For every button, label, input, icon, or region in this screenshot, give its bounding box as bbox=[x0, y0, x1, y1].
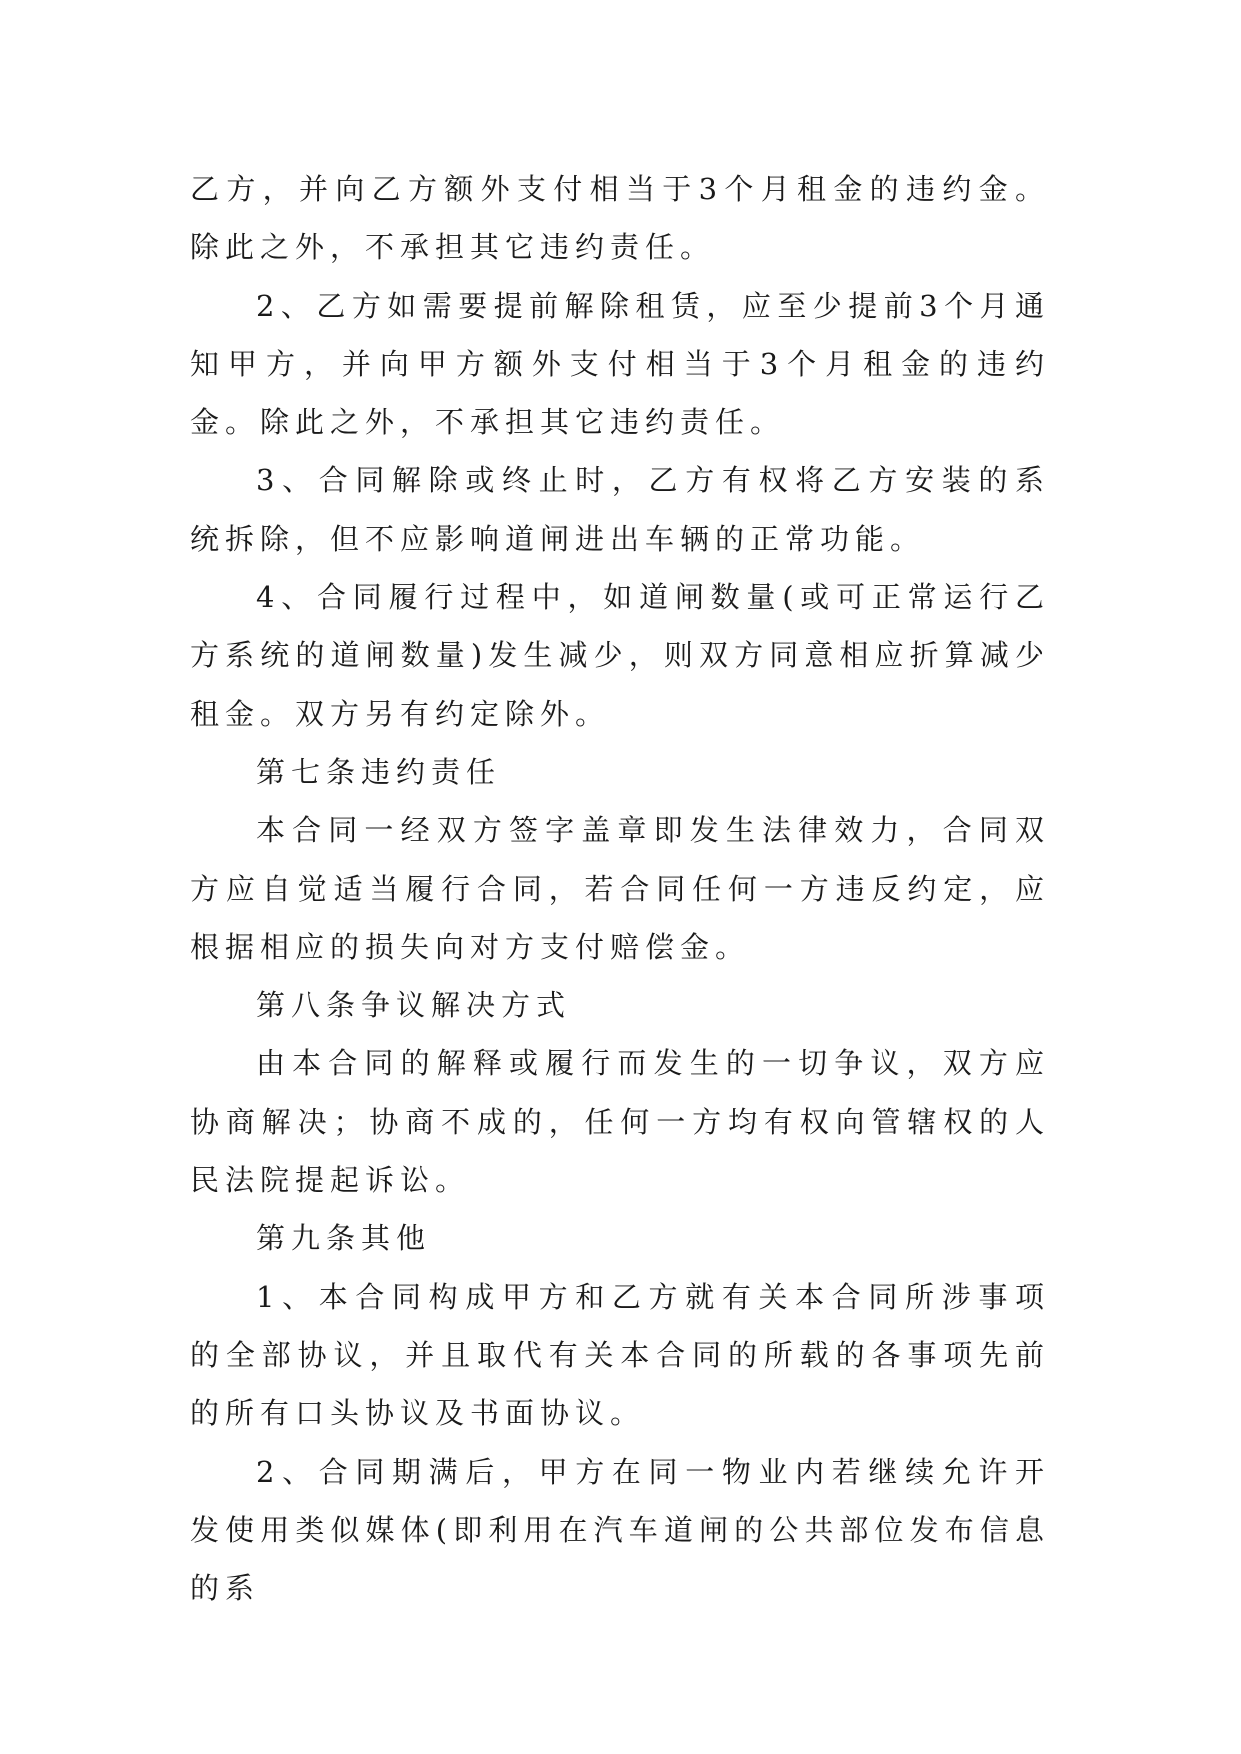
paragraph-clause-2-early-termination: 2、乙方如需要提前解除租赁，应至少提前3个月通知甲方，并向甲方额外支付相当于3个月租金的违约金。除此之外，不承担其它违约责任。 bbox=[190, 288, 1050, 440]
section-heading-article-7: 第七条违约责任 bbox=[256, 754, 502, 789]
section-heading-article-8: 第八条争议解决方式 bbox=[256, 988, 572, 1023]
paragraph-article-8-body: 由本合同的解释或履行而发生的一切争议，双方应协商解决；协商不成的，任何一方均有权向管辖权的人民法院提起诉讼。 bbox=[190, 1046, 1050, 1198]
paragraph-article-9-item-2: 2、合同期满后，甲方在同一物业内若继续允许开发使用类似媒体(即利用在汽车道闸的公共部位发布信息的系 bbox=[190, 1454, 1050, 1606]
paragraph-clause-4-rent-reduction: 4、合同履行过程中，如道闸数量(或可正常运行乙方系统的道闸数量)发生减少，则双方同意相应折算减少租金。双方另有约定除外。 bbox=[190, 580, 1050, 731]
paragraph-article-7-body: 本合同一经双方签字盖章即发生法律效力，合同双方应自觉适当履行合同，若合同任何一方违反约定，应根据相应的损失向对方支付赔偿金。 bbox=[190, 813, 1050, 964]
section-heading-article-9: 第九条其他 bbox=[256, 1221, 432, 1256]
paragraph-continuation: 乙方，并向乙方额外支付相当于3个月租金的违约金。除此之外，不承担其它违约责任。 bbox=[190, 172, 1050, 265]
paragraph-clause-3-system-removal: 3、合同解除或终止时，乙方有权将乙方安装的系统拆除，但不应影响道闸进出车辆的正常功能。 bbox=[190, 463, 1050, 556]
document-body bbox=[190, 160, 1050, 1617]
paragraph-article-9-item-1: 1、本合同构成甲方和乙方就有关本合同所涉事项的全部协议，并且取代有关本合同的所载的各事项先前的所有口头协议及书面协议。 bbox=[190, 1279, 1050, 1431]
